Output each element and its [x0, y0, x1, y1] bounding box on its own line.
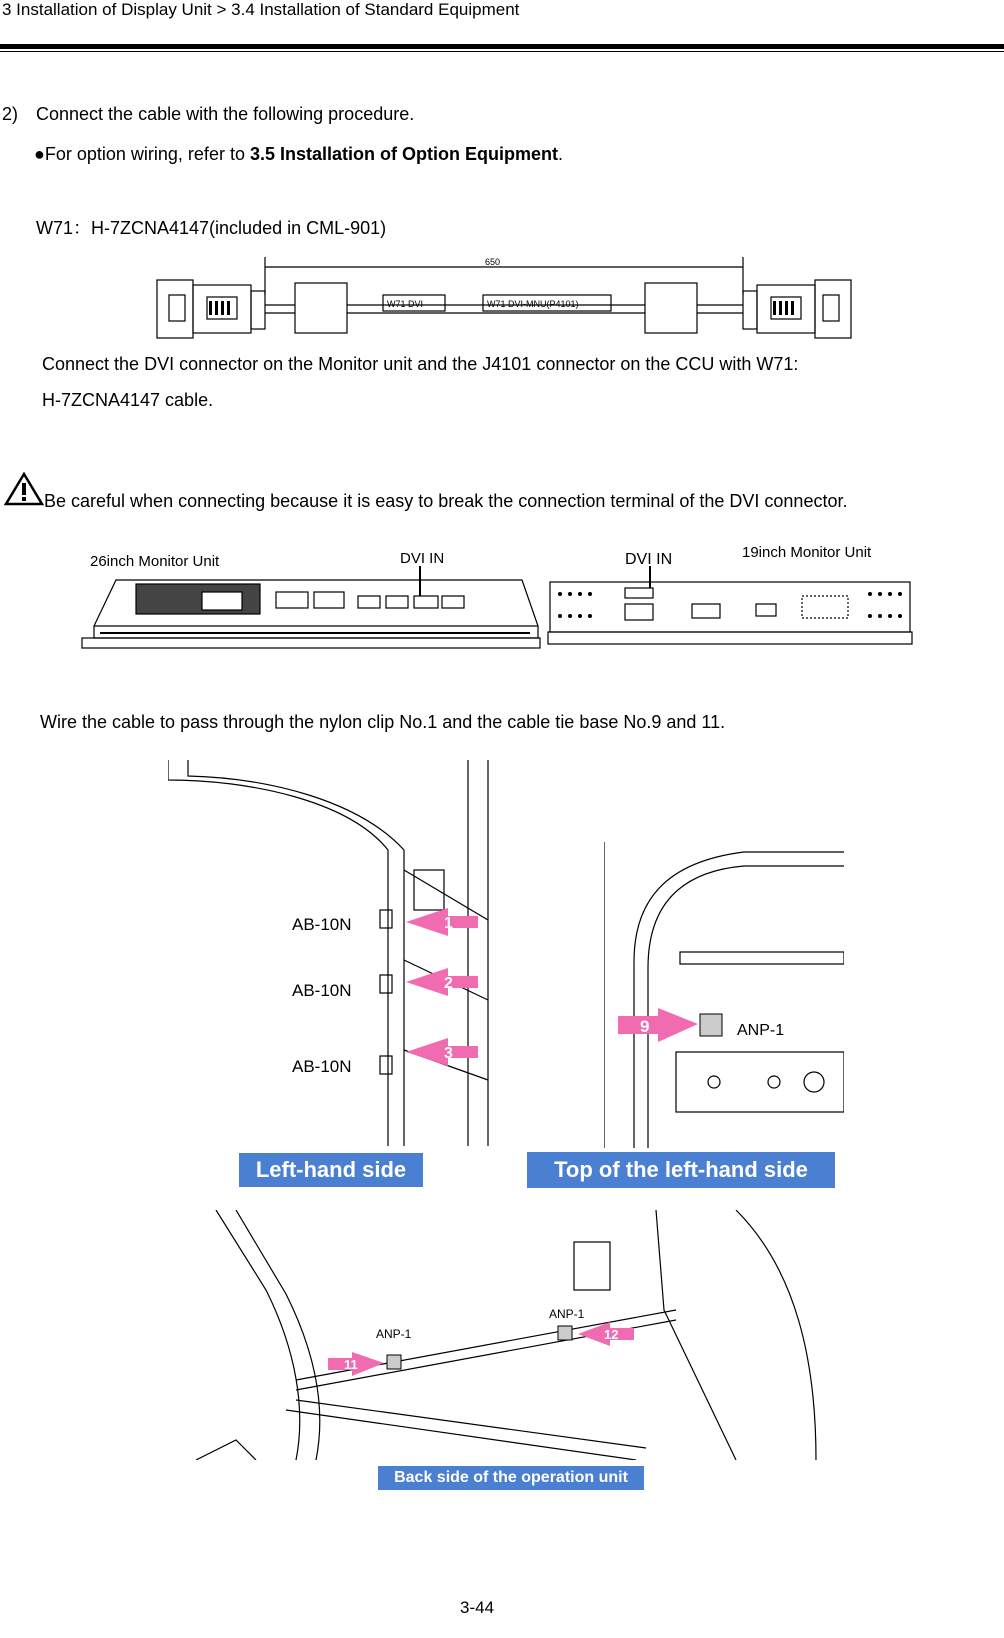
- top-left-hand-side-figure: [604, 842, 844, 1148]
- wiring-instruction: Wire the cable to pass through the nylon clip No.1 and the cable tie base No.9 and 11.: [40, 712, 726, 732]
- option-prefix: ●For option wiring, refer to: [34, 144, 250, 164]
- tie-base-label-11: ANP-1: [376, 1327, 412, 1341]
- monitor-26-title: 26inch Monitor Unit: [90, 553, 220, 570]
- left-hand-side-figure: [168, 760, 528, 1146]
- page-number: 3-44: [460, 1598, 495, 1617]
- clip-number-2: 2: [444, 975, 453, 992]
- tie-base-label-12: ANP-1: [549, 1307, 585, 1321]
- cable-length: 650: [485, 257, 501, 267]
- option-suffix: .: [557, 144, 563, 164]
- tie-base-number-11: 11: [344, 1357, 358, 1372]
- step-number: 2): [2, 104, 19, 124]
- header-rule: [0, 44, 1004, 49]
- tie-base-label-9: ANP-1: [737, 1022, 785, 1039]
- monitor-rear-diagram: [80, 566, 920, 656]
- caption-back-side: Back side of the operation unit: [378, 1466, 644, 1490]
- cable-diagram: [155, 255, 895, 350]
- cable-description-2: H-7ZCNA4147 cable.: [42, 390, 214, 410]
- caption-top-left-hand-side: Top of the left-hand side: [527, 1152, 835, 1188]
- cable-description-1: Connect the DVI connector on the Monitor unit and the J4101 connector on the CCU with W71:: [42, 354, 799, 374]
- clip-label-1: AB-10N: [292, 915, 352, 934]
- monitor-19-title: 19inch Monitor Unit: [742, 544, 872, 561]
- tie-base-number-9: 9: [640, 1017, 650, 1036]
- step-text: Connect the cable with the following procedure.: [36, 104, 415, 124]
- cable-label: W71：H-7ZCNA4147(included in CML-901): [36, 218, 387, 238]
- clip-label-2: AB-10N: [292, 981, 352, 1000]
- tag-left: W71 DVI: [387, 299, 424, 309]
- header-rule-thin: [0, 51, 1004, 52]
- clip-number-1: 1: [444, 915, 453, 932]
- clip-number-3: 3: [444, 1045, 453, 1062]
- clip-label-3: AB-10N: [292, 1057, 352, 1076]
- warning-icon: [4, 472, 44, 506]
- breadcrumb: 3 Installation of Display Unit > 3.4 Installation of Standard Equipment: [2, 0, 520, 19]
- tie-base-number-12: 12: [604, 1327, 619, 1342]
- back-side-figure: [176, 1210, 824, 1460]
- monitor-19-dvi-label: DVI IN: [625, 551, 673, 568]
- caption-left-hand-side: Left-hand side: [239, 1153, 423, 1187]
- option-reference-link[interactable]: 3.5 Installation of Option Equipment: [249, 144, 558, 164]
- tag-right: W71 DVI-MNU(P4101): [487, 299, 579, 309]
- caution-text: Be careful when connecting because it is easy to break the connection terminal of the DVI connector.: [44, 491, 848, 511]
- monitor-26-dvi-label: DVI IN: [400, 550, 445, 567]
- option-note: [34, 143, 563, 165]
